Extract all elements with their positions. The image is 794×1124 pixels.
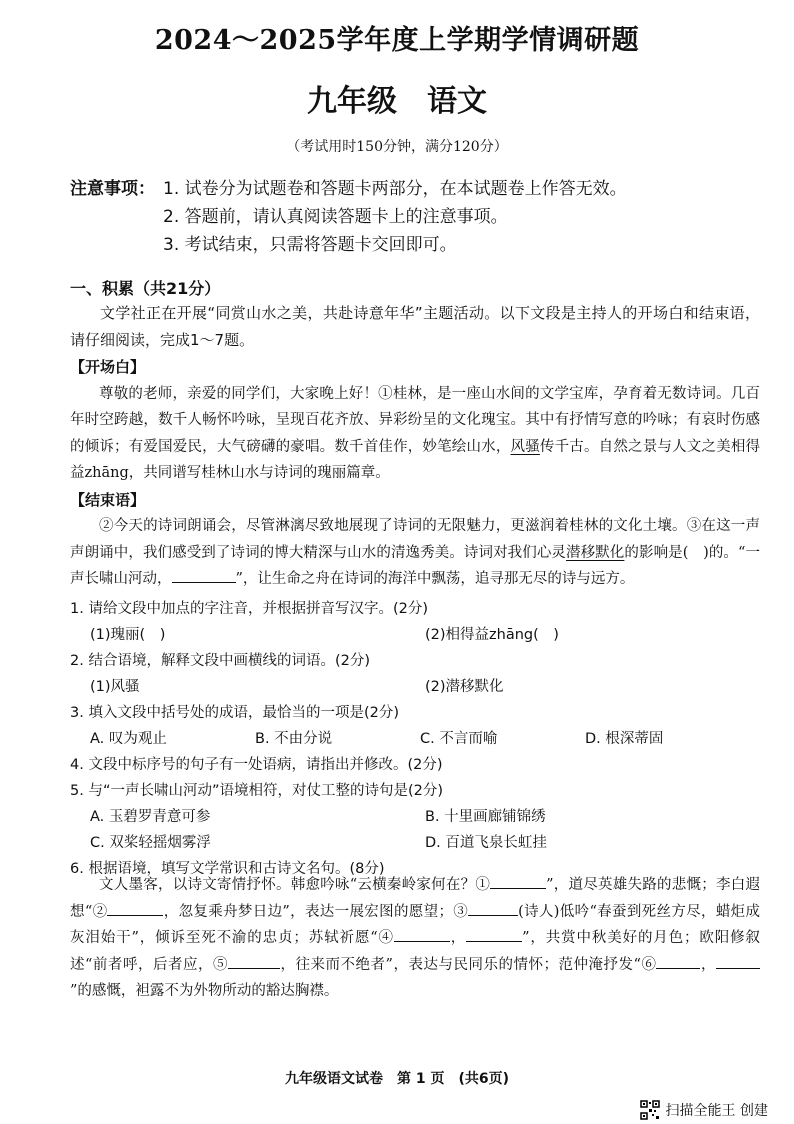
q3-option: A. 叹为观止 <box>90 731 167 747</box>
note-item: 1. 试卷分为试题卷和答题卡两部分，在本试题卷上作答无效。 <box>163 178 627 199</box>
answer-blank-4b[interactable] <box>466 925 522 942</box>
page-footer: 九年级语文试卷 第 1 页 (共6页) <box>284 1071 510 1087</box>
q5-option: C. 双桨轻摇烟雾浮 <box>90 835 211 851</box>
question-2: 2. 结合语境，解释文段中画横线的词语。(2分) <box>70 653 370 669</box>
closing-label: 【结束语】 <box>70 490 146 509</box>
note-item: 2. 答题前，请认真阅读答题卡上的注意事项。 <box>163 206 508 227</box>
q1-part-b: (2)相得益zhāng( ) <box>425 627 559 643</box>
section-intro: 文学社正在开展“同赏山水之美，共赴诗意年华”主题活动。以下文段是主持人的开场白和结束语，请仔细阅读，完成1～7题。 <box>70 304 760 349</box>
opening-label: 【开场白】 <box>70 358 146 376</box>
watermark-text: 扫描全能王 创建 <box>665 1103 768 1119</box>
answer-blank-6b[interactable] <box>716 952 760 969</box>
q6-passage: 文人墨客，以诗文寄情抒怀。韩愈吟咏“云横秦岭家何在？① ”，道尽英雄失路的悲慨；李白遐想“② ，忽复乘舟梦日边”，表达一展宏图的愿望；③ (诗人)低吟“春蚕到死丝方尽，蜡炬成灰泪始干”，倾诉至死不渝的忠贞；苏轼祈愿“④ ， ”，共赏中秋美好的月色；欧阳修叙述“前者呼，后者应，⑤ ，往来而不绝者”，表达与民同乐的情怀；范仲淹抒发“⑥ ，”的感慨，袒露不为外物所动的豁达胸襟。 <box>70 872 760 1005</box>
notes <box>70 172 627 256</box>
answer-blank-4a[interactable] <box>394 925 450 942</box>
q3-option: B. 不由分说 <box>255 731 333 747</box>
question-6: 6. 根据语境，填写文学常识和古诗文名句。(8分) <box>70 861 385 877</box>
qr-code-icon <box>640 1100 660 1120</box>
q5-option: A. 玉碧罗青意可参 <box>90 809 211 825</box>
note-item: 3. 考试结束，只需将答题卡交回即可。 <box>163 234 457 255</box>
opening-text: 尊敬的老师，亲爱的同学们，大家晚上好！①桂林，是一座山水间的文学宝库，孕育着无数诗词。几百年时空跨越，数千人畅怀吟咏，呈现百花齐放、异彩纷呈的文化瑰宝。其中有抒情写意的吟咏；有哀时伤感的倾诉；有爱国爱民，大气磅礴的豪唱。数千首佳作，妙笔绘山水，风骚传千古。自然之景与人文之美相得益zhāng，共同谱写桂林山水与诗词的瑰丽篇章。 <box>70 385 761 481</box>
answer-blank-6a[interactable] <box>656 952 700 969</box>
answer-blank-3[interactable] <box>468 899 518 916</box>
question-5: 5. 与“一声长啸山河动”语境相符，对仗工整的诗句是(2分) <box>70 783 444 799</box>
q3-option: C. 不言而喻 <box>420 731 498 747</box>
closing-text: ②今天的诗词朗诵会，尽管淋漓尽致地展现了诗词的无限魅力，更滋润着桂林的文化土壤。③在这一声声朗诵中，我们感受到了诗词的博大精深与山水的清逸秀美。诗词对我们心灵潜移默化的影响是( )的。“一声长啸山河动， ”，让生命之舟在诗词的海洋中飘荡，追寻那无尽的诗与远方。 <box>70 518 761 587</box>
opening-passage <box>70 354 760 593</box>
answer-blank-5[interactable] <box>228 952 280 969</box>
q2-part-b: (2)潜移默化 <box>425 679 504 695</box>
question-4: 4. 文段中标序号的句子有一处语病，请指出并修改。(2分) <box>70 757 443 773</box>
q1-part-a: (1)瑰丽( ) <box>90 627 166 643</box>
page-subtitle: 九年级 语文 <box>307 84 487 119</box>
questions <box>70 596 760 882</box>
page-title: 2024～2025学年度上学期学情调研题 <box>154 25 640 56</box>
question-3: 3. 填入文段中括号处的成语，最恰当的一项是(2分) <box>70 705 399 721</box>
q2-part-a: (1)风骚 <box>90 679 140 695</box>
scanner-watermark <box>640 1100 768 1120</box>
q3-option: D. 根深蒂固 <box>585 731 664 747</box>
exam-meta: （考试用时150分钟，满分120分） <box>286 139 508 155</box>
q5-option: B. 十里画廊铺锦绣 <box>425 809 546 825</box>
answer-blank-1[interactable] <box>490 872 546 889</box>
question-1: 1. 请给文段中加点的字注音，并根据拼音写汉字。(2分) <box>70 601 428 617</box>
section-title: 一、积累（共21分） <box>70 279 221 298</box>
answer-blank-2[interactable] <box>107 899 163 916</box>
notes-heading: 注意事项： <box>70 178 155 199</box>
q5-option: D. 百道飞泉长虹挂 <box>425 835 547 851</box>
